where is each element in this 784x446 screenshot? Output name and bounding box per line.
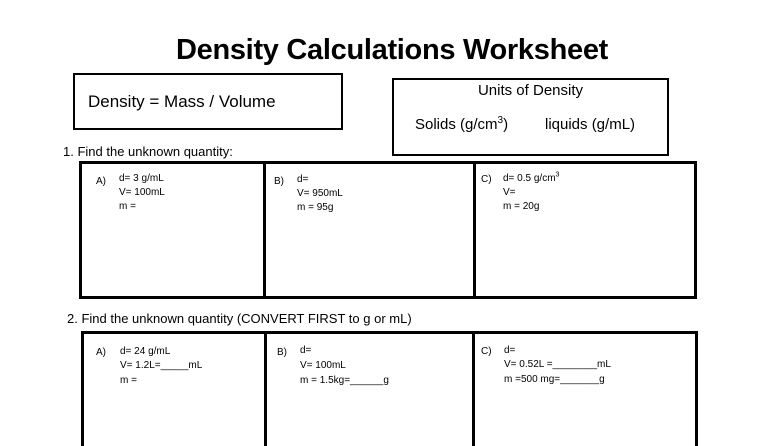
problem-volume: V= 1.2L=_____mL — [120, 360, 203, 371]
problem-density: d= 0.5 $g/cm^3$ — [503, 171, 560, 184]
problem-letter: A) — [96, 176, 106, 187]
problem-2b — [267, 334, 475, 446]
problem-letter: B) — [277, 347, 287, 358]
problem-volume: V= 100mL — [119, 187, 165, 198]
problem-density: d= 3 g/mL — [119, 173, 164, 184]
problem-mass: m = 95g — [297, 202, 334, 213]
liquids-unit: liquids (g/mL) — [545, 116, 636, 133]
problem-letter: C) — [481, 174, 492, 185]
problem-letter: C) — [481, 346, 492, 357]
problem-density: d= — [300, 345, 312, 356]
density-formula: Density = Mass / Volume — [88, 92, 276, 111]
section-1-heading: 1. Find the unknown quantity: — [63, 144, 233, 159]
section-1-problems — [79, 161, 697, 299]
problem-density: d= — [297, 174, 309, 185]
problem-volume: V= 950mL — [297, 188, 343, 199]
solids-unit: Solids $(g/cm^3)$ — [415, 115, 509, 133]
problem-letter: A) — [96, 347, 106, 358]
problem-density: d= 24 g/mL — [120, 346, 171, 357]
worksheet-title: Density Calculations Worksheet — [175, 34, 609, 66]
problem-volume: V= 100mL — [300, 360, 346, 371]
problem-volume: V= — [503, 187, 516, 198]
problem-letter: B) — [274, 176, 284, 187]
units-of-density-box — [392, 78, 669, 156]
formula-box — [73, 73, 343, 130]
problem-mass: m = 1.5kg=______g — [300, 375, 389, 386]
problem-mass: m = 20g — [503, 201, 540, 212]
problem-volume: V= 0.52L =________mL — [504, 359, 611, 370]
problem-1b — [266, 164, 476, 296]
problem-mass: m = — [120, 375, 137, 386]
section-2-heading: 2. Find the unknown quantity (CONVERT FIRST to g or mL) — [67, 311, 412, 326]
units-title: Units of Density — [477, 82, 584, 99]
problem-2a — [84, 334, 267, 446]
problem-mass: m = — [119, 201, 136, 212]
problem-1a — [82, 164, 266, 296]
section-2-problems — [81, 331, 698, 446]
problem-1c — [476, 164, 694, 296]
problem-mass: m =500 mg=_______g — [504, 374, 605, 385]
problem-density: d= — [504, 345, 516, 356]
problem-2c — [475, 334, 695, 446]
